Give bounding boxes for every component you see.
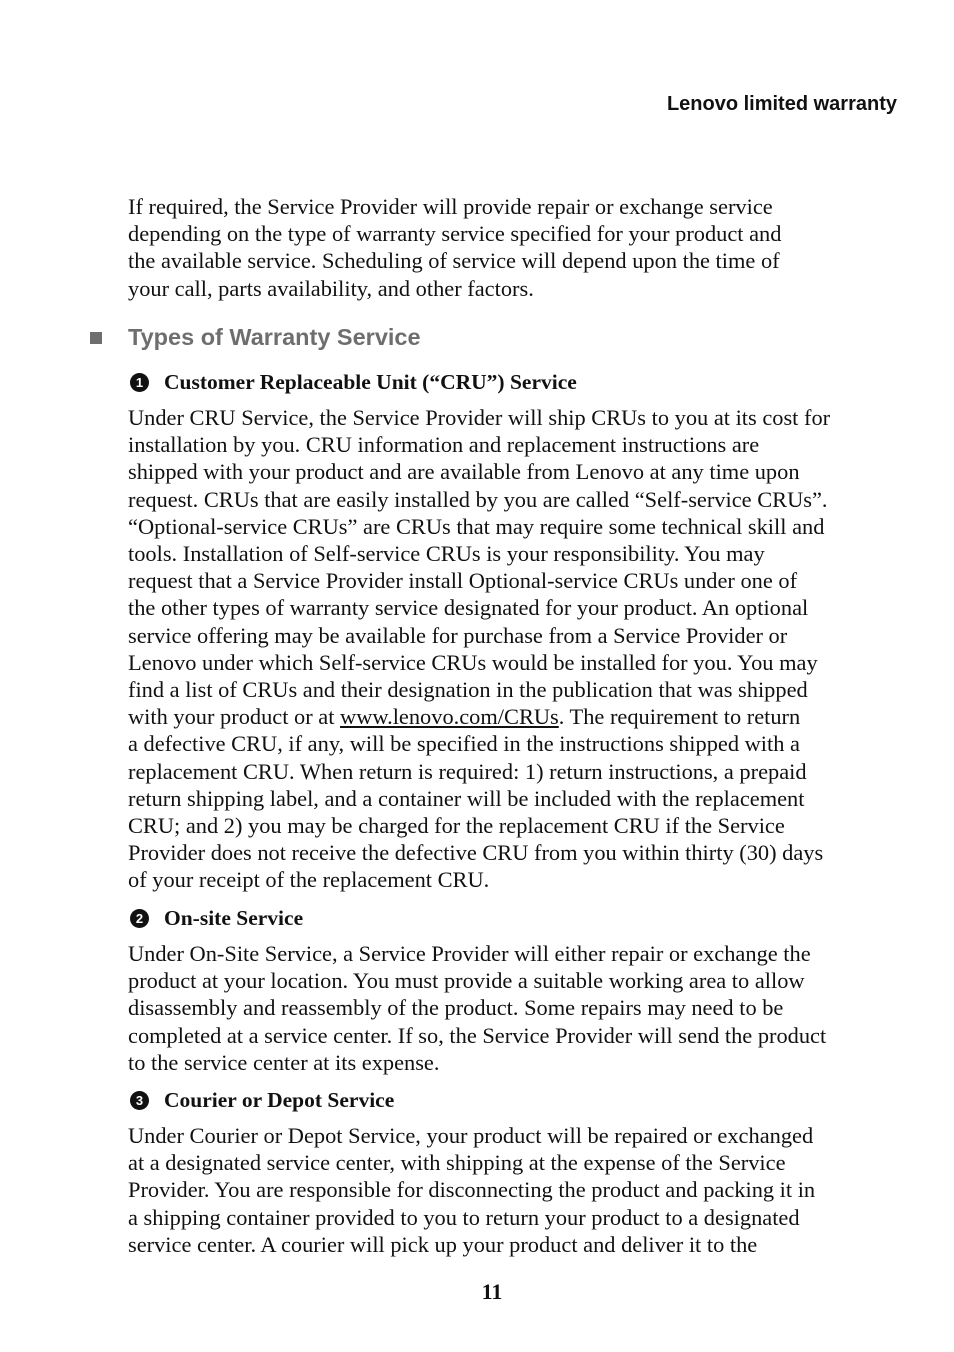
page-number: 11 [481, 1279, 503, 1304]
section-heading-label: Types of Warranty Service [128, 324, 421, 350]
cru-service-title: Customer Replaceable Unit (“CRU”) Service [164, 370, 577, 394]
courier-service-title: Courier or Depot Service [164, 1088, 395, 1112]
section-heading [88, 324, 421, 351]
cru-service-heading [130, 370, 577, 395]
onsite-service-paragraph: Under On-Site Service, a Service Provider will either repair or exchange the product at your location. You must provide a suitable working area to allow disassembly and reassembly of the product. Some repairs may need to be completed at a service center. If so, the Service Provider will send the product to the service center at its expense. [128, 941, 827, 1075]
number-3-icon: 3 [130, 1091, 149, 1110]
courier-service-paragraph: Under Courier or Depot Service, your product will be repaired or exchanged at a designated service center, with shipping at the expense of the Service Provider. You are responsible for disconnecting the product and packing it in a shipping container provided to you to return your product to a designated service center. A courier will pick up your product and deliver it to the [128, 1123, 816, 1257]
number-1-icon: 1 [130, 373, 149, 392]
square-bullet-icon [90, 332, 102, 344]
onsite-service-heading [130, 906, 303, 931]
cru-text-before-link: Under CRU Service, the Service Provider will ship CRUs to you at its cost for installation by you. CRU information and replacement instructions are shipped with your product and are available from Lenovo at any time upon request. CRUs that are easily installed by you are called “Self-service CRUs”. “Optional-service CRUs” are CRUs that may require some technical skill and tools. Installation of Self-service CRUs is your responsibility. You may request that a Service Provider install Optional-service CRUs under one of the other types of warranty service designated for your product. An optional service offering may be available for purchase from a Service Provider or Lenovo under which Self-service CRUs would be installed for you. You may find a list of CRUs and their designation in the publication that was shipped with your product or at [128, 405, 831, 730]
courier-service-heading [130, 1088, 394, 1113]
cru-text-after-link: . The requirement to return a defective CRU, if any, will be specified in the instructions shipped with a replacement CRU. When return is required: 1) return instructions, a prepaid return shipping label, and a container will be included with the replacement CRU; and 2) you may be charged for the replacement CRU if the Service Provider does not receive the defective CRU from you within thirty (30) days of your receipt of the replacement CRU. [128, 704, 824, 893]
onsite-service-title: On-site Service [164, 906, 304, 930]
cru-service-paragraph [128, 404, 900, 894]
lenovo-cru-link[interactable]: www.lenovo.com/CRUs [340, 704, 559, 730]
intro-paragraph: If required, the Service Provider will provide repair or exchange service depending on the type of warranty service specified for your product and the available service. Scheduling of service will depend upon the time of your call, parts availability, and other factors. [128, 194, 782, 301]
number-2-icon: 2 [130, 909, 149, 928]
page-header-title: Lenovo limited warranty [666, 93, 897, 115]
